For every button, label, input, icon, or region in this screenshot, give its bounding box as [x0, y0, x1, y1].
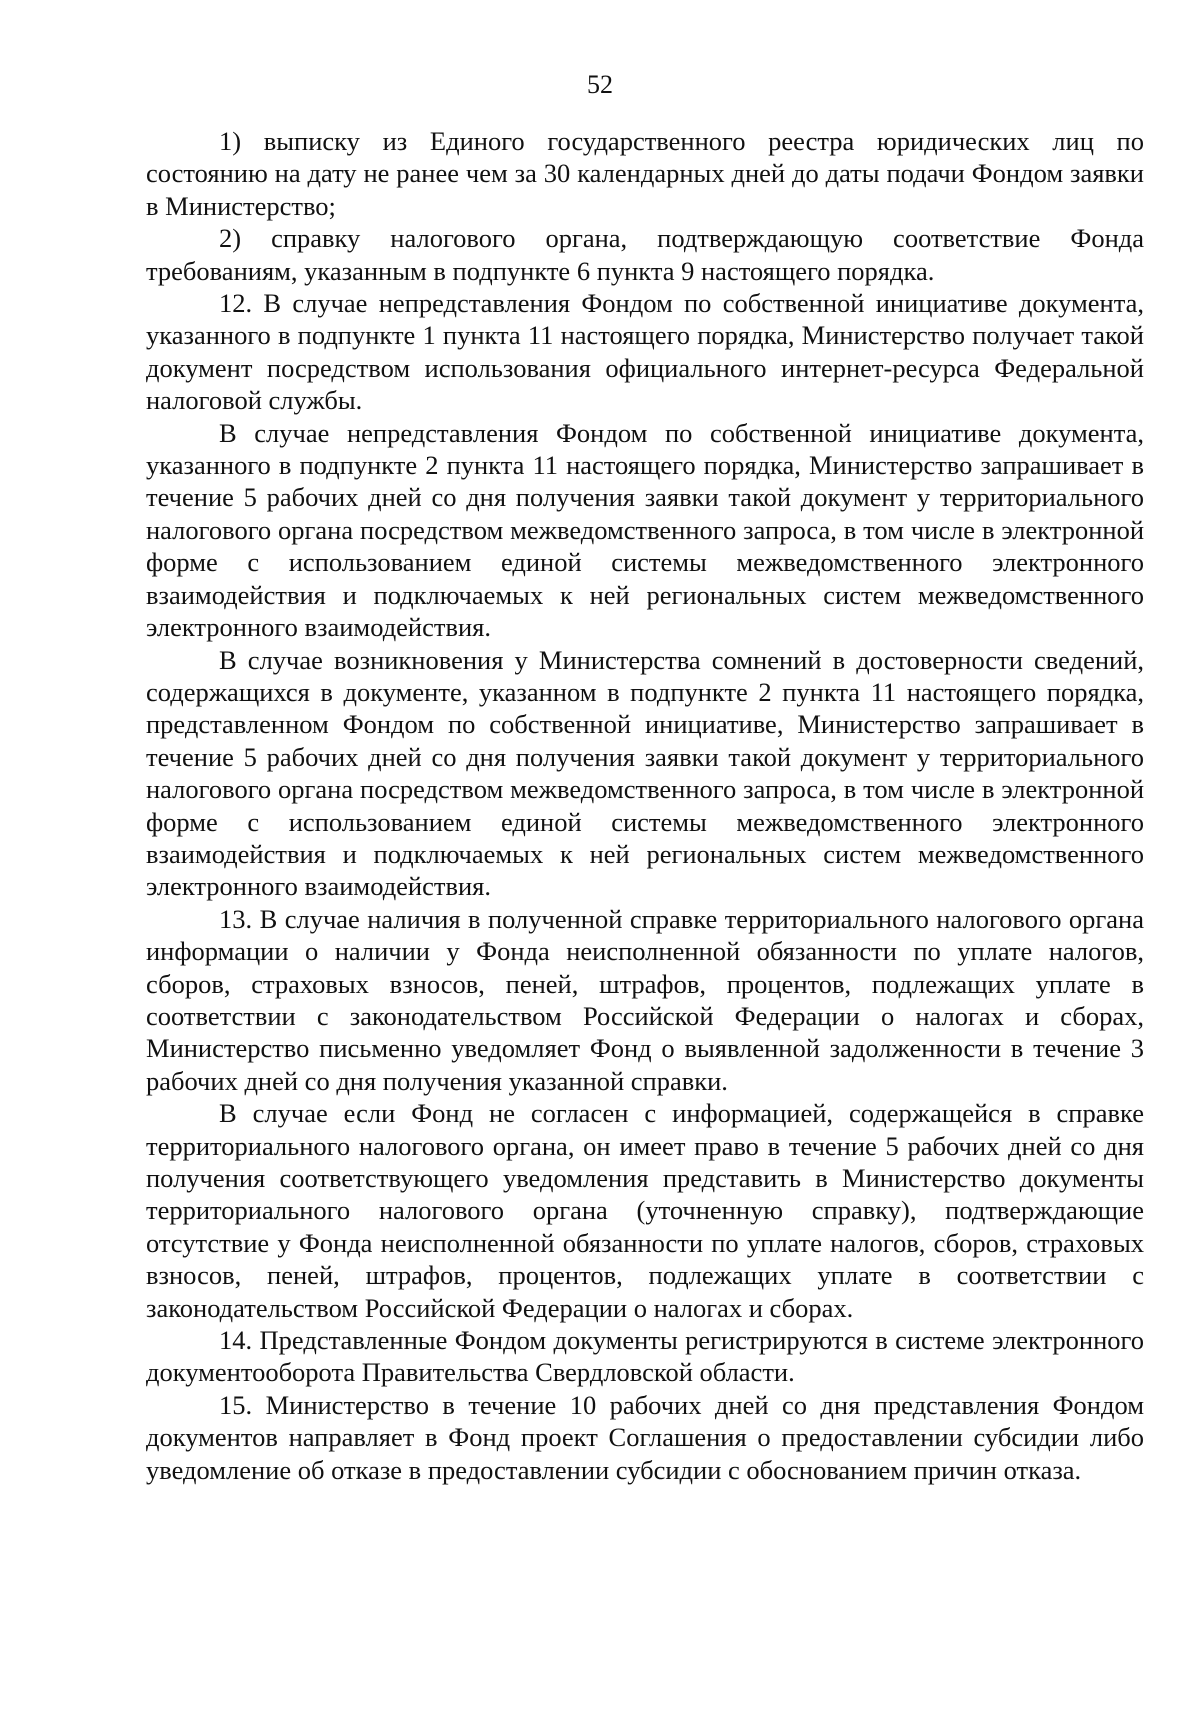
- paragraph-clause-13: 13. В случае наличия в полученной справке территориального налогового органа информации о наличии у Фонда неисполненной обязанности по уплате налогов, сборов, страховых взносов, пеней, штрафов, процентов, подлежащих уплате в соответствии с законодательством Российской Федерации о налогах и сборах, Министерство письменно уведомляет Фонд о выявленной задолженности в течение 3 рабочих дней со дня получения указанной справки.: [146, 903, 1144, 1096]
- paragraph-clause-12-part-2: В случае непредставления Фондом по собственной инициативе документа, указанного в подпункте 2 пункта 11 настоящего порядка, Министерство запрашивает в течение 5 рабочих дней со дня получения заявки такой документ у территориального налогового органа посредством межведомственного запроса, в том числе в электронной форме с использованием единой системы межведомственного электронного взаимодействия и подключаемых к ней региональных систем межведомственного электронного взаимодействия.: [146, 417, 1144, 643]
- page-number: 52: [587, 70, 613, 99]
- paragraph-clause-14: 14. Представленные Фондом документы регистрируются в системе электронного документооборота Правительства Свердловской области.: [146, 1325, 1144, 1388]
- paragraph-clause-12-part-3: В случае возникновения у Министерства сомнений в достоверности сведений, содержащихся в документе, указанном в подпункте 2 пункта 11 настоящего порядка, представленном Фондом по собственной инициативе, Министерство запрашивает в течение 5 рабочих дней со дня получения заявки такой документ у территориального налогового органа посредством межведомственного запроса, в том числе в электронной форме с использованием единой системы межведомственного электронного взаимодействия и подключаемых к ней региональных систем межведомственного электронного взаимодействия.: [146, 644, 1144, 902]
- paragraph-subitem-1: 1) выписку из Единого государственного реестра юридических лиц по состоянию на дату не ранее чем за 30 календарных дней до даты подачи Фондом заявки в Министерство;: [146, 126, 1144, 221]
- paragraph-clause-12: 12. В случае непредставления Фондом по собственной инициативе документа, указанного в подпункте 1 пункта 11 настоящего порядка, Министерство получает такой документ посредством использования официального интернет-ресурса Федеральной налоговой службы.: [146, 288, 1144, 416]
- paragraph-clause-13-part-2: В случае если Фонд не согласен с информацией, содержащейся в справке территориального налогового органа, он имеет право в течение 5 рабочих дней со дня получения соответствующего уведомления представить в Министерство документы территориального налогового органа (уточненную справку), подтверждающие отсутствие у Фонда неисполненной обязанности по уплате налогов, сборов, страховых взносов, пеней, штрафов, процентов, подлежащих уплате в соответствии с законодательством Российской Федерации о налогах и сборах.: [146, 1098, 1144, 1323]
- paragraph-clause-15: 15. Министерство в течение 10 рабочих дней со дня представления Фондом документов направляет в Фонд проект Соглашения о предоставлении субсидии либо уведомление об отказе в предоставлении субсидии с обоснованием причин отказа.: [146, 1389, 1144, 1485]
- document-body: [146, 125, 1144, 1486]
- paragraph-subitem-2: 2) справку налогового органа, подтверждающую соответствие Фонда требованиям, указанным в подпункте 6 пункта 9 настоящего порядка.: [146, 223, 1144, 286]
